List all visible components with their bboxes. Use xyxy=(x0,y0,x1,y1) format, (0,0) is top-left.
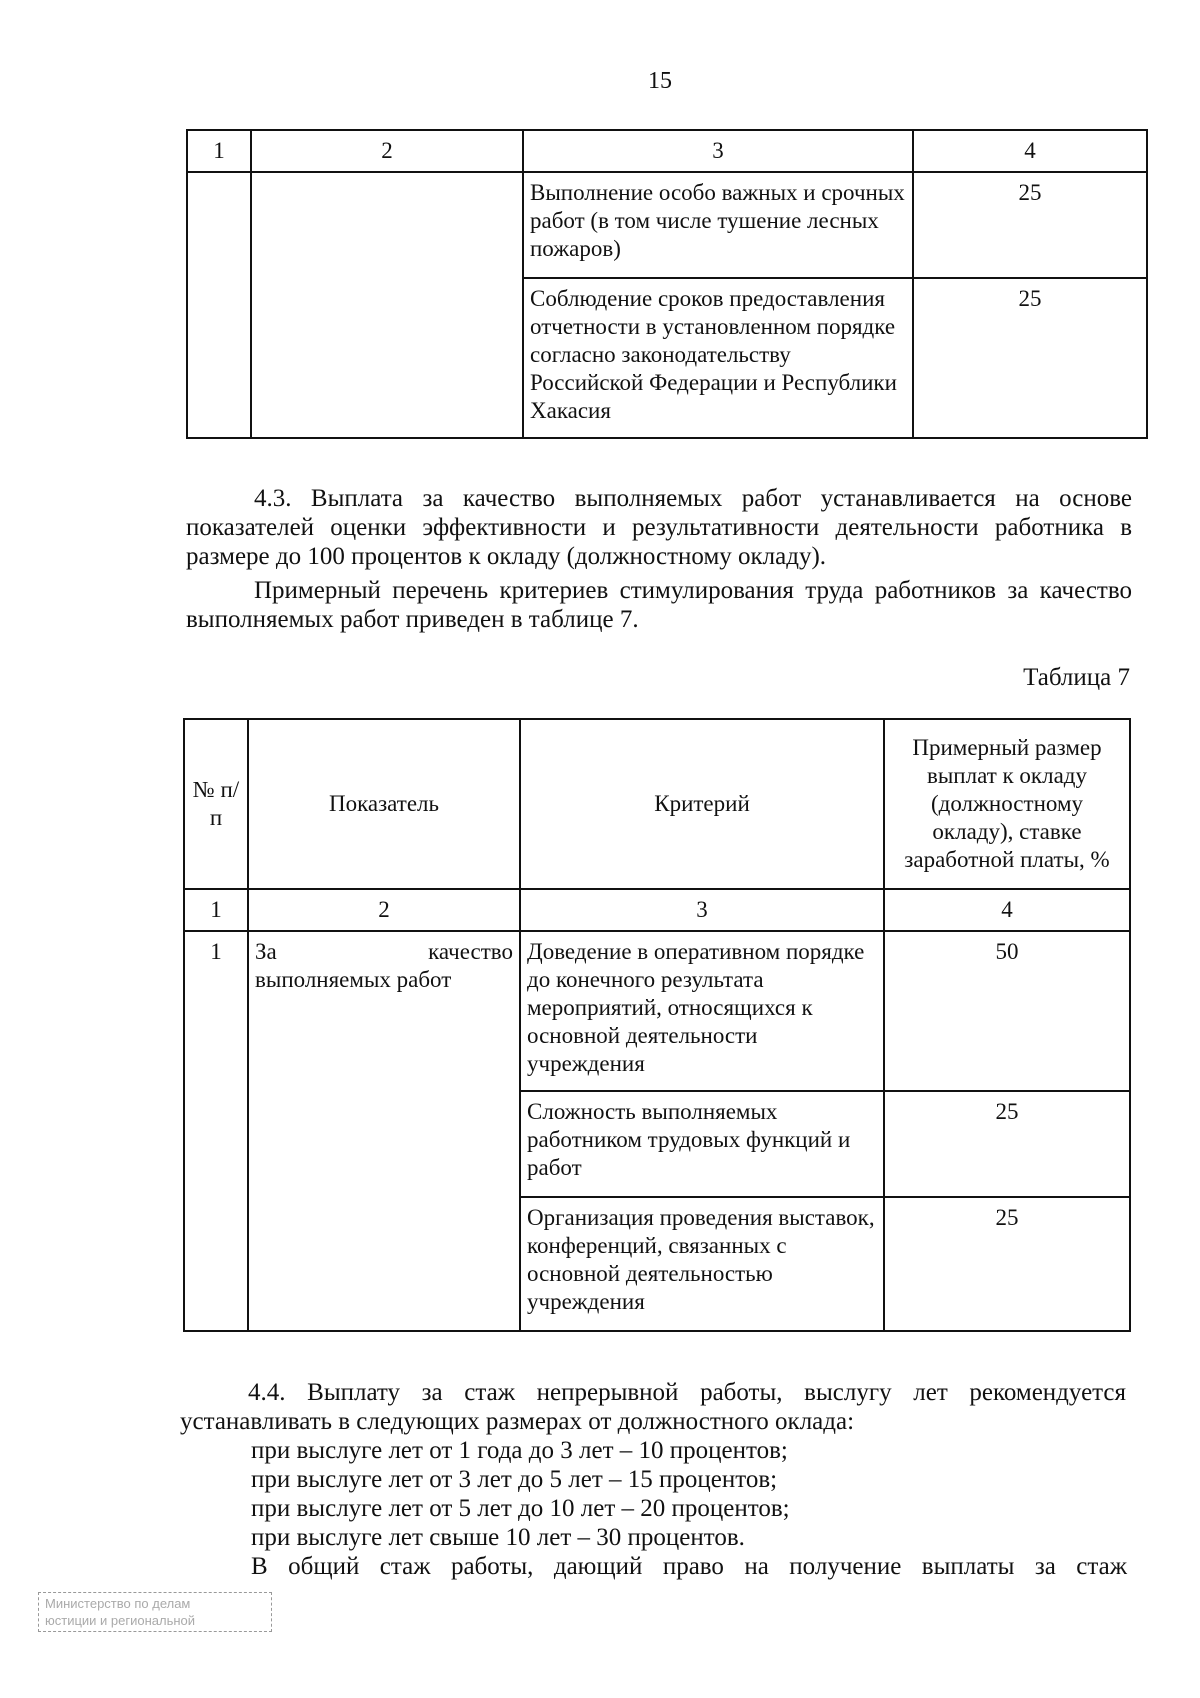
table-row xyxy=(187,172,1147,278)
column-number: 3 xyxy=(523,130,913,172)
table-header-row xyxy=(184,719,1130,889)
column-number: 1 xyxy=(184,889,248,931)
value-cell: 25 xyxy=(884,1197,1130,1331)
criterion-cell: Соблюдение сроков предоставления отчетности в установленном порядке согласно законодательству Российской Федерации и Республики Хакасия xyxy=(523,278,913,438)
value-cell: 25 xyxy=(913,172,1147,278)
criterion-cell: Организация проведения выставок, конференций, связанных с основной деятельностью учреждения xyxy=(520,1197,884,1331)
value-cell: 50 xyxy=(884,931,1130,1091)
indicator-word: За xyxy=(255,939,277,964)
paragraph-4-3: 4.3. Выплата за качество выполняемых работ устанавливается на основе показателей оценки эффективности и результативности деятельности работника в размере до 100 процентов к окладу (должностному окладу). xyxy=(186,485,1132,570)
table-numbering-row xyxy=(184,889,1130,931)
column-number: 1 xyxy=(187,130,251,172)
empty-cell xyxy=(187,172,251,438)
header-size: Примерный размер выплат к окладу (должностному окладу), ставке заработной платы, % xyxy=(884,719,1130,889)
paragraph-4-3-list-ref: Примерный перечень критериев стимулирования труда работников за качество выполняемых работ приведен в таблице 7. xyxy=(186,577,1132,633)
column-number: 4 xyxy=(884,889,1130,931)
stamp-line: Министерство по делам xyxy=(45,1596,191,1611)
header-num: № п/п xyxy=(184,719,248,889)
empty-cell xyxy=(251,172,523,438)
continued-table xyxy=(186,129,1148,439)
list-item: при выслуге лет от 3 лет до 5 лет – 15 процентов; xyxy=(251,1466,778,1493)
list-item: при выслуге лет от 1 года до 3 лет – 10 процентов; xyxy=(251,1437,788,1464)
value-cell: 25 xyxy=(884,1091,1130,1197)
header-indicator: Показатель xyxy=(248,719,520,889)
table-7 xyxy=(183,718,1131,1332)
column-number: 3 xyxy=(520,889,884,931)
indicator-rest: выполняемых работ xyxy=(255,967,452,992)
ministry-stamp xyxy=(38,1592,272,1632)
row-number: 1 xyxy=(184,931,248,1331)
page-number: 15 xyxy=(648,68,672,94)
criterion-cell: Сложность выполняемых работником трудовых функций и работ xyxy=(520,1091,884,1197)
criterion-cell: Выполнение особо важных и срочных работ (в том числе тушение лесных пожаров) xyxy=(523,172,913,278)
table-header-row xyxy=(187,130,1147,172)
paragraph-4-4: 4.4. Выплату за стаж непрерывной работы, выслугу лет рекомендуется устанавливать в следующих размерах от должностного оклада: xyxy=(180,1379,1126,1435)
column-number: 4 xyxy=(913,130,1147,172)
indicator-cell xyxy=(248,931,520,1331)
column-number: 2 xyxy=(251,130,523,172)
list-item: при выслуге лет от 5 лет до 10 лет – 20 процентов; xyxy=(251,1495,790,1522)
table-row xyxy=(184,931,1130,1091)
column-number: 2 xyxy=(248,889,520,931)
stamp-line: юстиции и региональной xyxy=(45,1613,196,1628)
header-criterion: Критерий xyxy=(520,719,884,889)
value-cell: 25 xyxy=(913,278,1147,438)
paragraph-last: В общий стаж работы, дающий право на получение выплаты за стаж xyxy=(251,1553,1127,1580)
list-item: при выслуге лет свыше 10 лет – 30 процентов. xyxy=(251,1524,745,1551)
indicator-word: качество xyxy=(428,939,513,964)
criterion-cell: Доведение в оперативном порядке до конечного результата мероприятий, относящихся к основной деятельности учреждения xyxy=(520,931,884,1091)
table-caption: Таблица 7 xyxy=(1023,664,1130,691)
